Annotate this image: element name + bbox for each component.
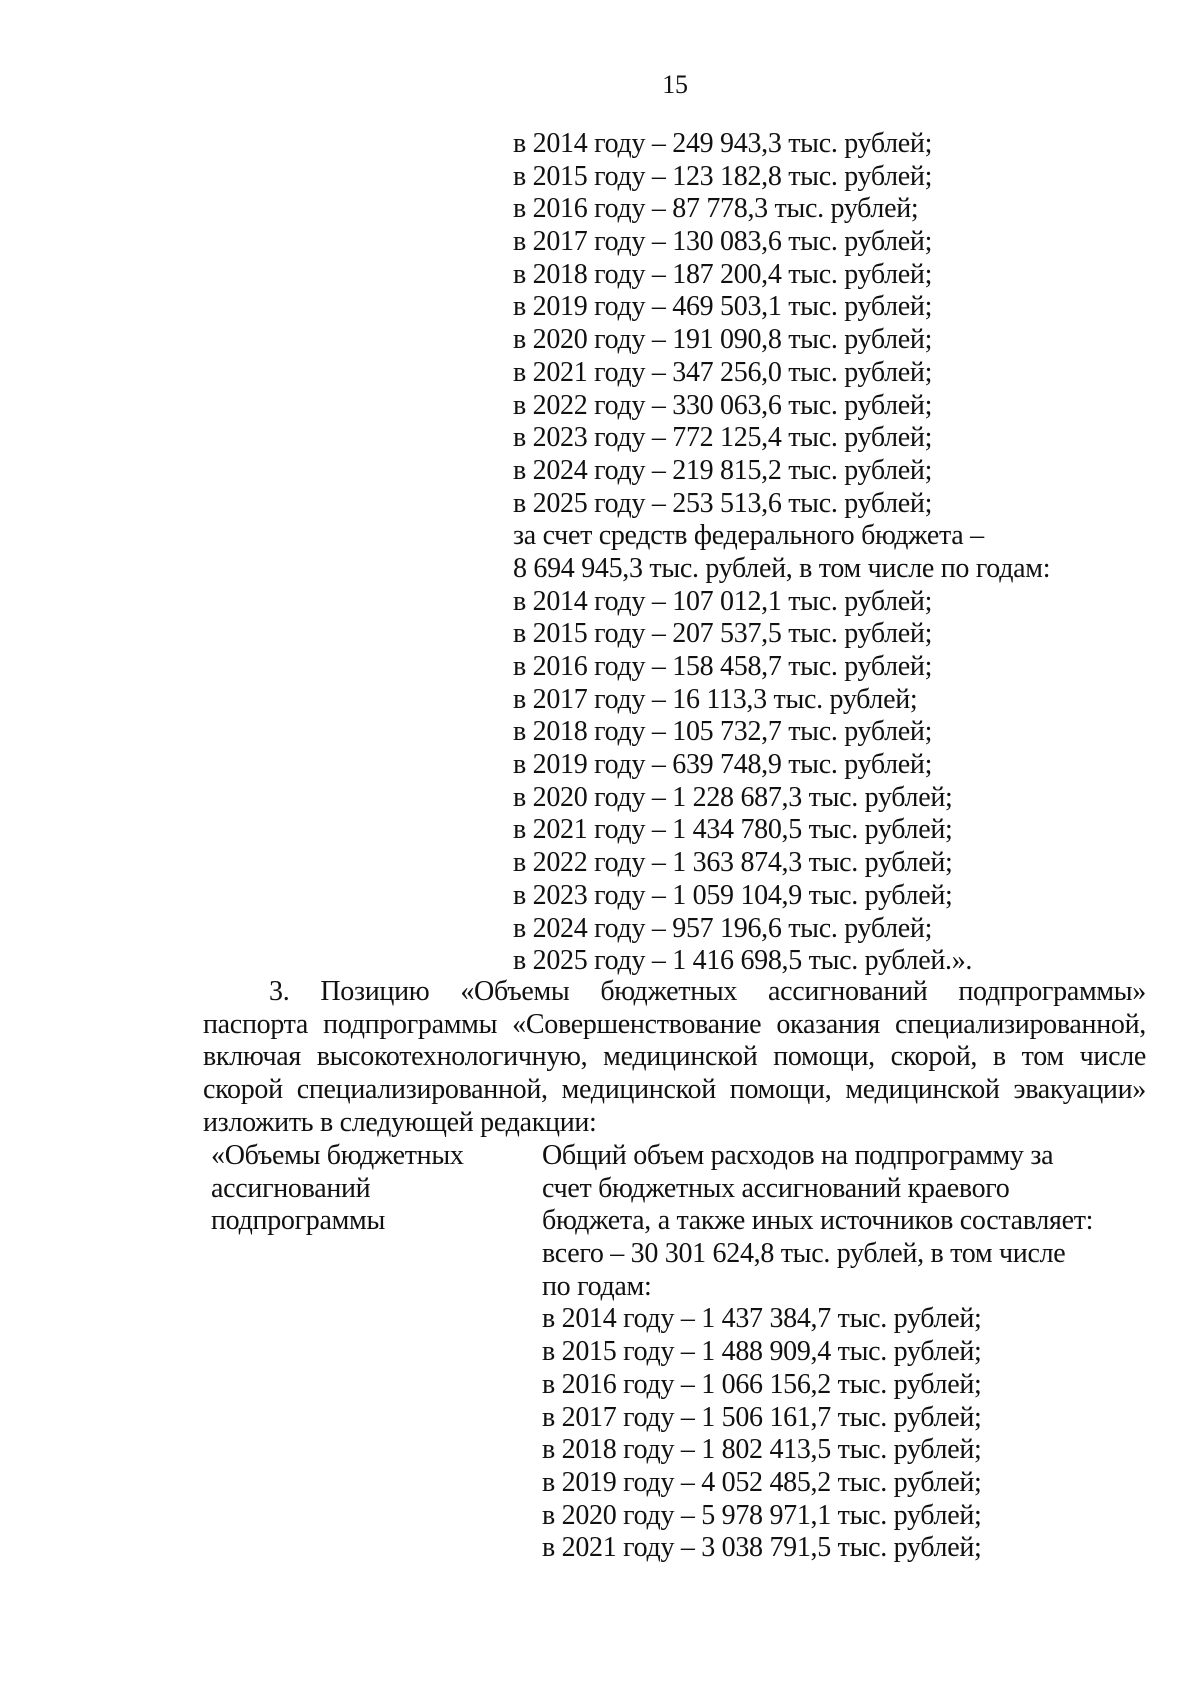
list-item: в 2016 году – 1 066 156,2 тыс. рублей; xyxy=(542,1368,982,1400)
list-item: в 2019 году – 4 052 485,2 тыс. рублей; xyxy=(542,1466,982,1498)
amendment-paragraph xyxy=(203,976,1146,1139)
list-item: в 2021 году – 347 256,0 тыс. рублей; xyxy=(513,356,933,388)
page-number: 15 xyxy=(662,70,688,99)
list-item: в 2024 году – 219 815,2 тыс. рублей; xyxy=(513,454,933,486)
list-item: в 2017 году – 130 083,6 тыс. рублей; xyxy=(513,226,933,258)
list-item: в 2018 году – 187 200,4 тыс. рублей; xyxy=(513,258,933,290)
paragraph-line: изложить в следующей редакции: xyxy=(203,1106,597,1138)
list-item: в 2019 году – 639 748,9 тыс. рублей; xyxy=(513,749,933,781)
list-item: в 2024 году – 957 196,6 тыс. рублей; xyxy=(513,912,933,944)
passport-total-line: всего – 30 301 624,8 тыс. рублей, в том числе xyxy=(542,1238,1066,1270)
list-item: в 2014 году – 107 012,1 тыс. рублей; xyxy=(513,585,933,617)
paragraph-line: 3. Позицию «Объемы бюджетных ассигнований подпрограммы» xyxy=(269,976,1146,1007)
list-item: в 2023 году – 1 059 104,9 тыс. рублей; xyxy=(513,879,953,911)
list-item: в 2021 году – 3 038 791,5 тыс. рублей; xyxy=(542,1532,982,1564)
list-item: в 2015 году – 207 537,5 тыс. рублей; xyxy=(513,618,933,650)
federal-budget-total: 8 694 945,3 тыс. рублей, в том числе по годам: xyxy=(513,552,1051,584)
list-item: в 2014 году – 1 437 384,7 тыс. рублей; xyxy=(542,1303,982,1335)
passport-value-line: Общий объем расходов на подпрограмму за xyxy=(542,1140,1054,1171)
list-item: в 2023 году – 772 125,4 тыс. рублей; xyxy=(513,422,933,454)
list-item: в 2020 году – 5 978 971,1 тыс. рублей; xyxy=(542,1499,982,1531)
passport-value-line: по годам: xyxy=(542,1270,652,1302)
federal-budget-heading: за счет средств федерального бюджета – xyxy=(513,520,984,552)
passport-label-line: подпрограммы xyxy=(211,1205,385,1237)
passport-label-line: ассигнований xyxy=(211,1172,371,1204)
passport-label-column xyxy=(211,1140,511,1238)
passport-label-line: «Объемы бюджетных xyxy=(211,1140,464,1171)
paragraph-line: включая высокотехнологичную, медицинской помощи, скорой, в том числе xyxy=(203,1041,1146,1073)
list-item: в 2016 году – 87 778,3 тыс. рублей; xyxy=(513,193,919,225)
list-item: в 2014 году – 249 943,3 тыс. рублей; xyxy=(513,128,933,159)
passport-value-line: бюджета, а также иных источников составляет: xyxy=(542,1205,1094,1237)
list-item: в 2017 году – 1 506 161,7 тыс. рублей; xyxy=(542,1401,982,1433)
paragraph-line: паспорта подпрограммы «Совершенствование оказания специализированной, xyxy=(203,1008,1146,1040)
list-item: в 2022 году – 1 363 874,3 тыс. рублей; xyxy=(513,847,953,879)
list-item: в 2020 году – 1 228 687,3 тыс. рублей; xyxy=(513,781,953,813)
list-item: в 2016 году – 158 458,7 тыс. рублей; xyxy=(513,651,933,682)
list-item: в 2019 году – 469 503,1 тыс. рублей; xyxy=(513,291,933,323)
list-item: в 2015 году – 1 488 909,4 тыс. рублей; xyxy=(542,1336,982,1368)
list-item: в 2018 году – 105 732,7 тыс. рублей; xyxy=(513,716,933,748)
list-item: в 2020 году – 191 090,8 тыс. рублей; xyxy=(513,324,933,356)
passport-value-column xyxy=(542,1140,1142,1565)
list-item: в 2015 году – 123 182,8 тыс. рублей; xyxy=(513,160,933,192)
paragraph-line: скорой специализированной, медицинской помощи, медицинской эвакуации» xyxy=(203,1074,1146,1106)
list-item: в 2022 году – 330 063,6 тыс. рублей; xyxy=(513,389,933,421)
list-item: в 2017 году – 16 113,3 тыс. рублей; xyxy=(513,683,918,715)
list-item: в 2021 году – 1 434 780,5 тыс. рублей; xyxy=(513,814,953,846)
list-item: в 2025 году – 253 513,6 тыс. рублей; xyxy=(513,487,933,519)
list-item: в 2025 году – 1 416 698,5 тыс. рублей.». xyxy=(513,945,973,977)
list-item: в 2018 году – 1 802 413,5 тыс. рублей; xyxy=(542,1434,982,1466)
passport-value-line: счет бюджетных ассигнований краевого xyxy=(542,1172,1010,1204)
funding-by-year-list xyxy=(513,128,1113,978)
